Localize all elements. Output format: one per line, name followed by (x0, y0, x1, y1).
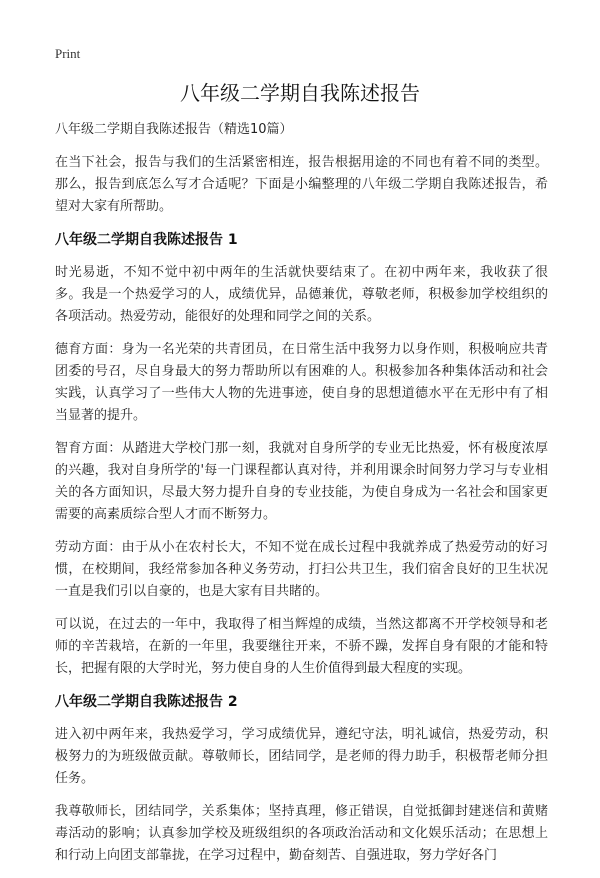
section-1-paragraph-3: 智育方面：从踏进大学校门那一刻，我就对自身所学的专业无比热爱，怀有极度浓厚的兴趣，我对自身所学的'每一门课程都认真对待，并利用课余时间努力学习与专业相关的各方面知识，尽最大努力提升自身的专业技能，为使自身成为一名社会和国家更需要的高素质综合型人才而不断努力。 (55, 441, 548, 522)
document-subtitle: 八年级二学期自我陈述报告（精选10篇） (55, 122, 293, 137)
intro-paragraph: 在当下社会，报告与我们的生活紧密相连，报告根据用途的不同也有着不同的类型。那么，报告到底怎么写才合适呢？下面是小编整理的八年级二学期自我陈述报告，希望对大家有所帮助。 (55, 155, 548, 214)
section-1-paragraph-5: 可以说，在过去的一年中，我取得了相当辉煌的成绩，当然这都离不开学校领导和老师的辛苦栽培，在新的一年里，我要继往开来，不骄不躁，发挥自身有限的才能和特长，把握有限的大学时光，努力使自身的人生价值得到最大程度的实现。 (55, 617, 548, 676)
print-link[interactable]: Print (55, 46, 81, 61)
page-title: 八年级二学期自我陈述报告 (180, 81, 420, 105)
section-1-paragraph-4: 劳动方面：由于从小在农村长大，不知不觉在成长过程中我就养成了热爱劳动的好习惯，在校期间，我经常参加各种义务劳动，打扫公共卫生，我们宿舍良好的卫生状况一直是我们引以自豪的，也是大家有目共睹的。 (55, 540, 548, 599)
section-heading-2: 八年级二学期自我陈述报告 2 (55, 694, 238, 710)
document-body (55, 119, 548, 878)
section-2-paragraph-1: 进入初中两年来，我热爱学习，学习成绩优异，遵纪守法，明礼诚信，热爱劳动，积极努力的为班级做贡献。尊敬师长，团结同学，是老师的得力助手，积极帮老师分担任务。 (55, 727, 548, 786)
section-2-paragraph-2: 我尊敬师长，团结同学，关系集体；坚持真理，修正错误，自觉抵御封建迷信和黄赌毒活动的影响；认真参加学校及班级组织的各项政治活动和文化娱乐活动；在思想上和行动上向团支部靠拢，在学习过程中，勤奋刻苦、自强进取，努力学好各门 (55, 804, 548, 863)
section-1-paragraph-2: 德育方面：身为一名光荣的共青团员，在日常生活中我努力以身作则，积极响应共青团委的号召，尽自身最大的努力帮助所以有困难的人。积极参加各种集体活动和社会实践，认真学习了一些伟大人物的先进事迹，使自身的思想道德水平在无形中有了相当显著的提升。 (55, 342, 548, 423)
section-1-paragraph-1: 时光易逝，不知不觉中初中两年的生活就快要结束了。在初中两年来，我收获了很多。我是一个热爱学习的人，成绩优异，品德兼优，尊敬老师，积极参加学校组织的各项活动。热爱劳动，能很好的处理和同学之间的关系。 (55, 265, 548, 324)
section-heading-1: 八年级二学期自我陈述报告 1 (55, 232, 238, 248)
